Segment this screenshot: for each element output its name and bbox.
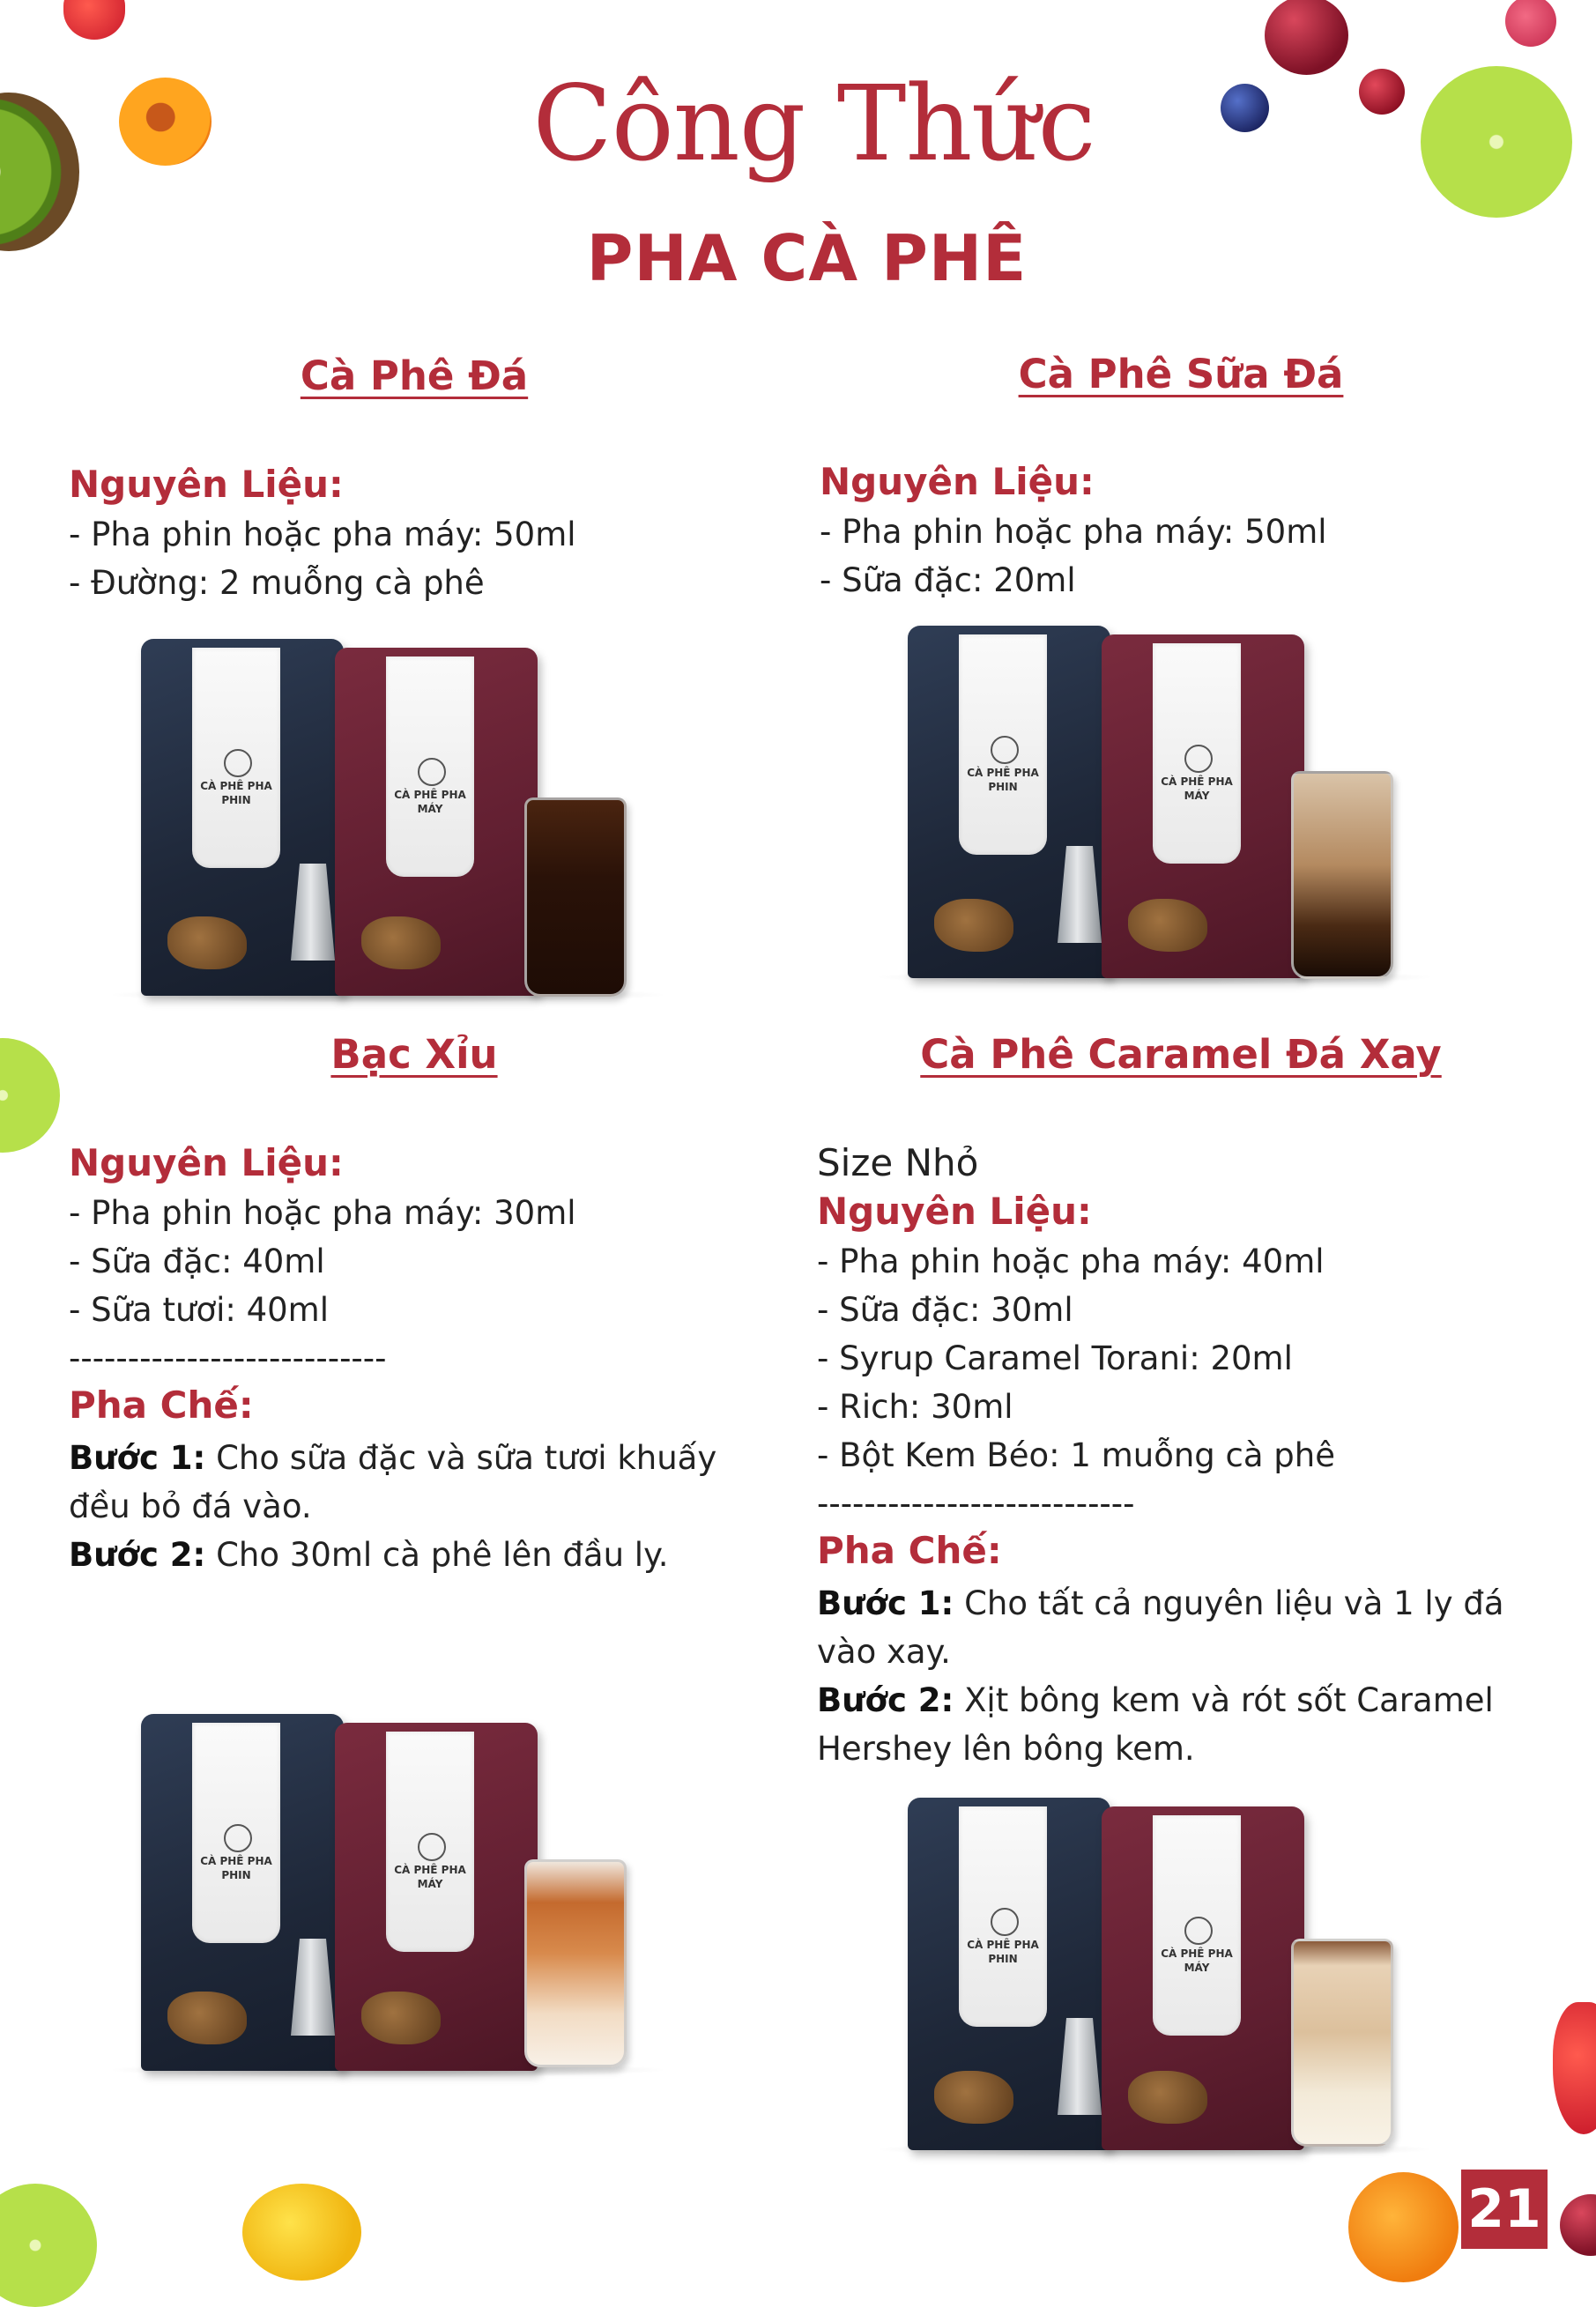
recipe-title-bac-xiu: Bạc Xỉu bbox=[330, 1031, 498, 1078]
step-text: Cho 30ml cà phê lên đầu ly. bbox=[205, 1536, 669, 1574]
step-text: Cho sữa đặc và sữa tươi khuấy đều bỏ đá vào. bbox=[69, 1439, 717, 1525]
ingredients-label: Nguyên Liệu: bbox=[820, 460, 1095, 503]
page-subtitle: PHA CÀ PHÊ bbox=[586, 221, 1028, 295]
step-text: Xịt bông kem và rót sốt Caramel Hershey lên bông kem. bbox=[817, 1681, 1494, 1768]
lime-icon bbox=[0, 1038, 60, 1153]
orange-icon bbox=[1348, 2172, 1459, 2282]
recipe-title-ca-phe-da: Cà Phê Đá bbox=[300, 352, 529, 399]
ingredient-item: - Syrup Caramel Torani: 20ml bbox=[817, 1339, 1293, 1377]
raspberry-icon bbox=[1505, 0, 1556, 47]
recipe-title-ca-phe-sua-da: Cà Phê Sữa Đá bbox=[1018, 351, 1344, 397]
iced-milk-coffee-glass bbox=[1291, 771, 1393, 979]
ingredient-item: - Pha phin hoặc pha máy: 50ml bbox=[820, 513, 1327, 551]
bag-label-may: CÀ PHÊ PHA MÁY bbox=[394, 1864, 466, 1890]
product-image-ca-phe-da bbox=[141, 639, 635, 1009]
divider: --------------------------- bbox=[817, 1485, 1135, 1523]
lime-icon bbox=[0, 2184, 97, 2307]
ingredients-label: Nguyên Liệu: bbox=[69, 1141, 344, 1184]
bag-label-may: CÀ PHÊ PHA MÁY bbox=[394, 789, 466, 815]
size-label: Size Nhỏ bbox=[817, 1141, 979, 1184]
ingredient-item: - Pha phin hoặc pha máy: 50ml bbox=[69, 516, 576, 553]
divider: --------------------------- bbox=[69, 1339, 387, 1377]
method-label: Pha Chế: bbox=[69, 1383, 254, 1427]
ingredient-item: - Sữa đặc: 30ml bbox=[817, 1291, 1073, 1329]
bag-label-may: CÀ PHÊ PHA MÁY bbox=[1161, 775, 1233, 802]
ingredient-item: - Sữa tươi: 40ml bbox=[69, 1291, 329, 1329]
ingredients-label: Nguyên Liệu: bbox=[817, 1190, 1092, 1233]
lemon-icon bbox=[242, 2184, 361, 2281]
method-label: Pha Chế: bbox=[817, 1529, 1002, 1572]
ingredient-item: - Sữa đặc: 20ml bbox=[820, 561, 1076, 599]
step-label: Bước 2: bbox=[817, 1681, 954, 1719]
bac-xiu-glass bbox=[524, 1859, 627, 2067]
step-label: Bước 2: bbox=[69, 1536, 206, 1574]
ingredients-label: Nguyên Liệu: bbox=[69, 463, 344, 506]
bag-label-phin: CÀ PHÊ PHA PHIN bbox=[967, 1939, 1039, 1965]
step-label: Bước 1: bbox=[817, 1584, 954, 1622]
recipe-title-caramel-da-xay: Cà Phê Caramel Đá Xay bbox=[920, 1031, 1442, 1078]
ingredient-item: - Pha phin hoặc pha máy: 40ml bbox=[817, 1243, 1325, 1280]
product-image-ca-phe-sua-da bbox=[908, 626, 1401, 996]
ingredient-item: - Sữa đặc: 40ml bbox=[69, 1243, 325, 1280]
cherry-icon bbox=[1560, 2194, 1596, 2256]
step-2 bbox=[817, 1676, 1504, 1773]
step-1 bbox=[817, 1579, 1504, 1676]
ingredient-item: - Đường: 2 muỗng cà phê bbox=[69, 564, 485, 602]
bag-label-may: CÀ PHÊ PHA MÁY bbox=[1161, 1947, 1233, 1974]
ingredient-item: - Bột Kem Béo: 1 muỗng cà phê bbox=[817, 1436, 1336, 1474]
strawberry-icon bbox=[63, 0, 125, 40]
bag-label-phin: CÀ PHÊ PHA PHIN bbox=[200, 1855, 272, 1881]
page-title: Công Thức bbox=[532, 63, 1095, 184]
product-image-bac-xiu bbox=[141, 1714, 635, 2084]
step-1 bbox=[69, 1434, 774, 1531]
step-2 bbox=[69, 1531, 774, 1579]
ingredient-item: - Rich: 30ml bbox=[817, 1388, 1013, 1426]
product-image-caramel-da-xay bbox=[908, 1798, 1401, 2168]
strawberry-icon bbox=[1553, 2002, 1596, 2134]
step-text: Cho tất cả nguyên liệu và 1 ly đá vào xay. bbox=[817, 1584, 1504, 1671]
page-number: 21 bbox=[1461, 2170, 1548, 2249]
bag-label-phin: CÀ PHÊ PHA PHIN bbox=[967, 767, 1039, 793]
iced-coffee-glass bbox=[524, 797, 627, 997]
caramel-frappe-glass bbox=[1291, 1939, 1393, 2147]
step-label: Bước 1: bbox=[69, 1439, 206, 1477]
ingredient-item: - Pha phin hoặc pha máy: 30ml bbox=[69, 1194, 576, 1232]
bag-label-phin: CÀ PHÊ PHA PHIN bbox=[200, 780, 272, 806]
